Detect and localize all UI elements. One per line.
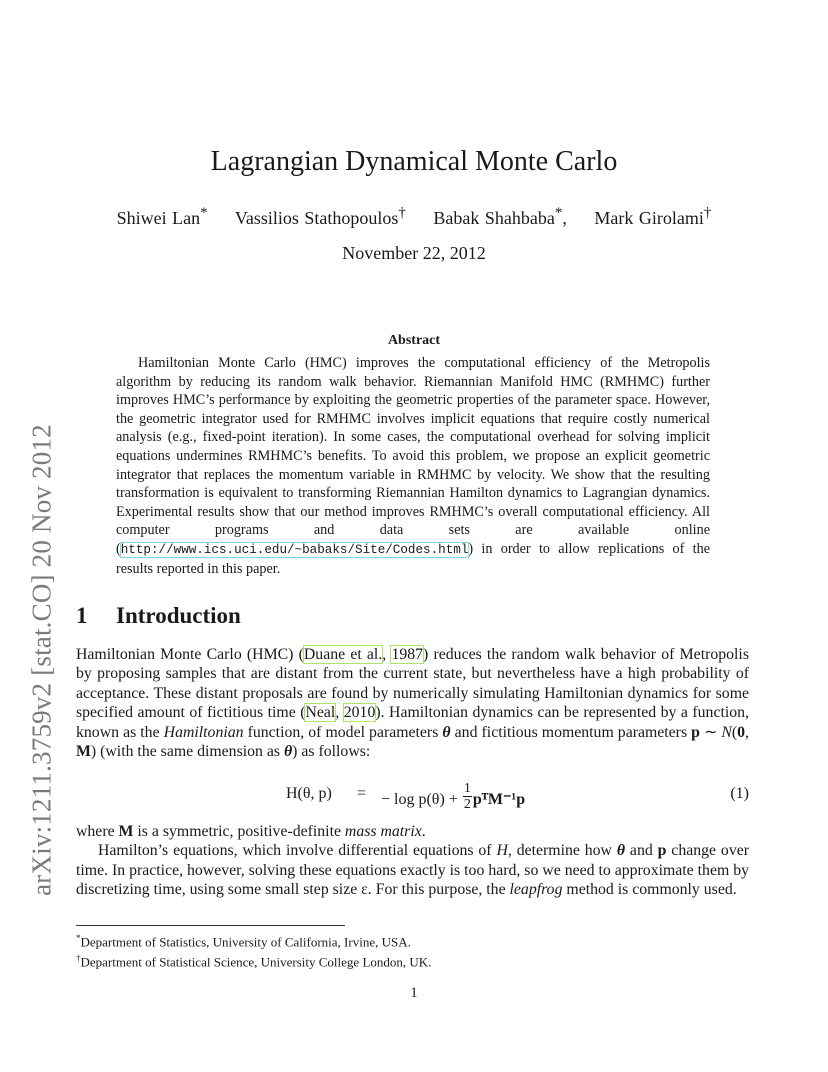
page-number: 1 — [410, 985, 418, 1001]
text-run: Hamilton’s equations, which involve differential equations of — [98, 842, 497, 860]
paragraph — [76, 822, 749, 841]
math-symbol: pᵀM⁻¹p — [472, 791, 526, 809]
text-run: ∼ — [699, 723, 722, 741]
footnote — [76, 930, 431, 950]
text-run: and — [625, 842, 658, 860]
text-run: − log p(θ) + — [381, 791, 458, 809]
math-symbol: M — [76, 743, 91, 761]
text-run: ) as follows: — [292, 743, 371, 761]
paper-date: November 22, 2012 — [342, 243, 486, 263]
math-symbol: θ — [616, 842, 626, 860]
equation-rhs — [381, 781, 526, 816]
author-list: Shiwei Lan* Vassilios Stathopoulos† Babak Shahbaba*, Mark Girolami† — [116, 205, 712, 228]
author-name: Shiwei Lan — [116, 208, 201, 228]
text-run: and fictitious momentum parameters — [450, 723, 692, 741]
abstract-heading: Abstract — [387, 333, 441, 348]
author-affiliation-mark: * — [200, 205, 208, 221]
fraction-numerator: 1 — [463, 781, 471, 796]
text-run: . — [421, 823, 426, 840]
text-run: , — [335, 704, 344, 722]
paragraph — [76, 841, 749, 899]
text-run: change over time. In practice, however, solving these equations exactly is too hard, so we need to approximate them by discretizing time, using some small step size ε. For this purpose, the — [76, 842, 749, 899]
text-run: ) reduces the random walk behavior of Metropolis by proposing samples that are distant from the current state, but nevertheless have a high probability of acceptance. These distant proposals are found by numerically simulating Hamiltonian dynamics for some specified amount of fictitious time ( — [76, 646, 749, 722]
post-equation-text — [76, 822, 749, 900]
citation-year-link[interactable]: 1987 — [391, 646, 424, 663]
equation-1 — [76, 773, 749, 817]
section-title: Introduction — [116, 603, 241, 628]
citation-year-link[interactable]: 2010 — [343, 704, 376, 722]
footnote-text: Department of Statistical Science, University College London, UK. — [80, 954, 432, 970]
text-run: method is commonly used. — [562, 881, 737, 899]
text-run: where — [76, 823, 119, 840]
math-symbol: θ — [442, 723, 451, 741]
abstract-text-part: Hamiltonian Monte Carlo (HMC) improves the computational efficiency of the Metropolis algorithm by reducing its random walk behavior. Riemannian Manifold HMC (RMHMC) further improves HMC’s performance by exploiting the geometric properties of the parameter space. However, the geometric integrator used for RMHMC involves implicit equations that require costly numerical analysis (e.g., fixed-point iteration). In some cases, the computational overhead for solving implicit equations undermines RMHMC’s benefits. To avoid this problem, we propose an explicit geometric integrator that replaces the momentum variable in RMHMC by velocity. We show that the resulting transformation is equivalent to transforming Riemannian Hamilton dynamics to Lagrangian dynamics. Experimental results show that our method improves RMHMC’s overall computational efficiency. All computer programs and data sets are available online ( — [116, 355, 710, 557]
text-run: , — [745, 723, 749, 741]
abstract-text-part: ) in order to allow replications of the results reported in this paper. — [116, 540, 710, 577]
math-symbol: p — [657, 842, 667, 860]
equation-equals: = — [357, 785, 367, 802]
text-run: ( — [731, 723, 738, 741]
intro-paragraph — [76, 645, 749, 761]
math-symbol: H — [496, 842, 508, 860]
fraction — [463, 781, 472, 812]
math-symbol: 0 — [737, 723, 746, 741]
footnote-text: Department of Statistics, University of California, Irvine, USA. — [80, 934, 411, 950]
math-symbol: M — [118, 823, 134, 840]
fraction-denominator: 2 — [463, 797, 471, 812]
text-run: , — [382, 646, 392, 663]
footnote-divider — [76, 925, 345, 926]
footnote-mark: * — [76, 933, 81, 943]
emphasis: Hamiltonian — [163, 723, 244, 741]
author-name: Babak Shahbaba — [433, 208, 555, 228]
section-number: 1 — [76, 603, 88, 628]
text-run: ). Hamiltonian dynamics can be represented by a function, known as the — [76, 704, 749, 741]
equation-number: (1) — [730, 785, 749, 802]
math-symbol: p — [691, 723, 700, 741]
text-run: Hamiltonian Monte Carlo (HMC) ( — [76, 646, 304, 663]
author-affiliation-mark: † — [703, 205, 712, 221]
math-symbol: θ — [283, 743, 293, 761]
emphasis: leapfrog — [509, 881, 563, 899]
footnote-mark: † — [76, 953, 81, 964]
emphasis: mass matrix — [344, 823, 422, 840]
footnotes — [76, 930, 431, 971]
paper-title: Lagrangian Dynamical Monte Carlo — [210, 146, 618, 177]
equation-lhs: H(θ, p) — [286, 785, 332, 802]
text-run: is a symmetric, positive-definite — [133, 823, 345, 840]
citation-link[interactable]: Duane et al. — [303, 646, 383, 663]
author-affiliation-mark: † — [398, 205, 406, 221]
text-run: function, of model parameters — [243, 723, 443, 741]
text-run: , determine how — [507, 842, 617, 860]
footnote — [76, 950, 431, 970]
math-symbol: N — [721, 723, 732, 741]
author-affiliation-mark: * — [554, 205, 563, 221]
text-run: ) (with the same dimension as — [90, 743, 284, 761]
author-name: Vassilios Stathopoulos — [234, 208, 399, 228]
arxiv-identifier: arXiv:1211.3759v2 [stat.CO] 20 Nov 2012 — [26, 424, 57, 896]
section-heading — [76, 603, 241, 629]
citation-link[interactable]: Neal — [305, 704, 336, 722]
code-url-link[interactable]: http://www.ics.uci.edu/~babaks/Site/Codes.html — [120, 542, 469, 557]
author-name: Mark Girolami — [594, 208, 704, 228]
abstract-text — [116, 354, 710, 578]
